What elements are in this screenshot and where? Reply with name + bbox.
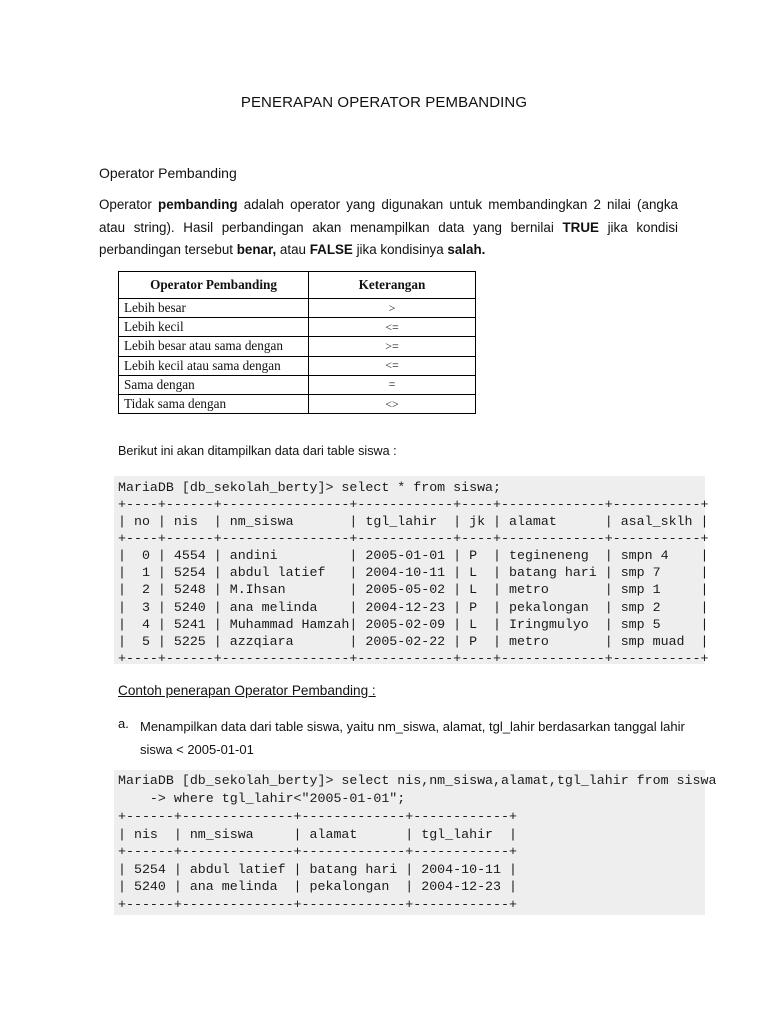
- operator-name: Lebih kecil: [119, 318, 309, 337]
- table-row: [119, 356, 476, 375]
- section-heading: Operator Pembanding: [99, 165, 237, 181]
- document-title: PENERAPAN OPERATOR PEMBANDING: [240, 94, 528, 111]
- list-item-text: Menampilkan data dari table siswa, yaitu nm_siswa, alamat, tgl_lahir berdasarkan tanggal lahir siswa < 2005-01-01: [140, 719, 685, 757]
- operator-table: [118, 271, 476, 414]
- operator-name: Tidak sama dengan: [119, 394, 309, 413]
- operator-name: Lebih besar atau sama dengan: [119, 337, 309, 356]
- sql-command: MariaDB [db_sekolah_berty]> select nis,nm_siswa,alamat,tgl_lahir from siswa -> where tgl_lahir<"2005-01-01";: [118, 773, 717, 806]
- table-row: [119, 394, 476, 413]
- operator-symbol: >=: [309, 337, 476, 356]
- table-row: [119, 337, 476, 356]
- operator-name: Lebih kecil atau sama dengan: [119, 356, 309, 375]
- header-keterangan: Keterangan: [309, 272, 476, 299]
- lead-text: Berikut ini akan ditampilkan data dari table siswa :: [118, 444, 397, 458]
- intro-paragraph: Operator pembanding adalah operator yang digunakan untuk membandingkan 2 nilai (angka atau string). Hasil perbandingan akan menampilkan data yang bernilai TRUE jika kondisi perbandingan tersebut benar, atau FALSE jika kondisinya salah.: [99, 197, 678, 257]
- query-result-table: +----+------+----------------+------------+----+-------------+-----------+ | no | nis | nm_siswa | tgl_lahir | jk | alamat | asal_sklh | +----+------+----------------+------------+----+-------------+-----------+ | 0 | 4554 | andini | 2005-01-01 | P | tegineneng | smpn 4 | | 1 | 5254 | abdul latief | 2004-10-11 | L | batang hari | smp 7 | | 2 | 5248 | M.Ihsan | 2005-05-02 | L | metro | smp 1 | | 3 | 5240 | ana melinda | 2004-12-23 | P | pekalongan | smp 2 | | 4 | 5241 | Muhammad Hamzah| 2005-02-09 | L | Iringmulyo | smp 5 | | 5 | 5225 | azzqiara | 2005-02-22 | P | metro | smp muad | +----+------+----------------+------------+----+-------------+-----------+: [118, 497, 709, 666]
- table-row: [119, 318, 476, 337]
- example-heading: Contoh penerapan Operator Pembanding :: [118, 683, 376, 698]
- table-row: [119, 375, 476, 394]
- operator-symbol: <>: [309, 394, 476, 413]
- operator-symbol: <=: [309, 318, 476, 337]
- table-row: [119, 299, 476, 318]
- operator-symbol: >: [309, 299, 476, 318]
- operator-symbol: =: [309, 375, 476, 394]
- terminal-screenshot-siswa: [114, 476, 709, 666]
- operator-name: Sama dengan: [119, 375, 309, 394]
- query-result-table: +------+--------------+-------------+------------+ | nis | nm_siswa | alamat | tgl_lahir | +------+--------------+-------------+------------+ | 5254 | abdul latief | batang hari | 2004-10-11 | | 5240 | ana melinda | pekalongan | 2004-12-23 | +------+--------------+-------------+------------+: [118, 809, 517, 912]
- sql-command: MariaDB [db_sekolah_berty]> select * from siswa;: [118, 480, 502, 495]
- header-operator: Operator Pembanding: [119, 272, 309, 299]
- operator-name: Lebih besar: [119, 299, 309, 318]
- operator-symbol: <=: [309, 356, 476, 375]
- operator-table-header-row: [119, 272, 476, 299]
- list-marker: a.: [118, 716, 129, 731]
- terminal-screenshot-filter: [114, 770, 717, 915]
